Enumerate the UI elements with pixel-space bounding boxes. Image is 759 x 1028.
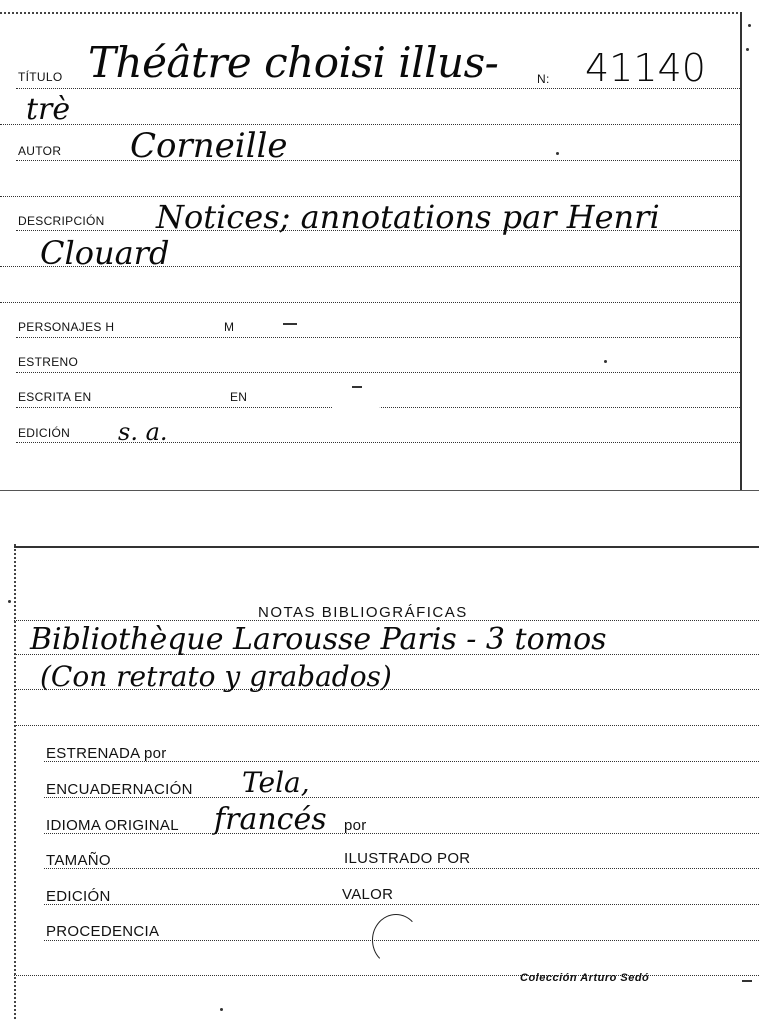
encuadernacion-handwriting: Tela, bbox=[242, 766, 310, 799]
personajes-label: PERSONAJES H bbox=[18, 320, 115, 334]
stray-dot bbox=[8, 600, 11, 603]
card-right-edge bbox=[740, 12, 742, 490]
title-handwriting-line2: trè bbox=[26, 92, 71, 127]
rule-line bbox=[16, 372, 740, 373]
rule-line bbox=[0, 302, 740, 303]
notas-header: NOTAS BIBLIOGRÁFICAS bbox=[258, 604, 468, 621]
tamano-label: TAMAÑO bbox=[46, 852, 111, 869]
rule-line bbox=[14, 725, 759, 726]
estreno-label: ESTRENO bbox=[18, 355, 79, 369]
rule-line bbox=[16, 337, 740, 338]
ilustrado-label: ILUSTRADO POR bbox=[344, 850, 471, 867]
stray-mark bbox=[352, 386, 362, 388]
idioma-handwriting: francés bbox=[214, 802, 327, 837]
descripcion-label: DESCRIPCIÓN bbox=[18, 214, 105, 228]
stray-mark bbox=[283, 323, 297, 325]
idioma-por-label: por bbox=[344, 817, 367, 834]
notes-handwriting-line1: Bibliothèque Larousse Paris - 3 tomos bbox=[30, 622, 607, 657]
rule-line bbox=[44, 904, 759, 905]
notes-handwriting-line2: (Con retrato y grabados) bbox=[40, 660, 392, 693]
stray-dot bbox=[748, 24, 751, 27]
procedencia-label: PROCEDENCIA bbox=[46, 923, 160, 940]
rule-line bbox=[16, 160, 740, 161]
title-handwriting-line1: Théâtre choisi illus- bbox=[88, 38, 499, 87]
edicion-label: EDICIÓN bbox=[18, 426, 71, 440]
stray-dot bbox=[746, 48, 749, 51]
catalog-number: 41140 bbox=[585, 46, 706, 90]
encuadernacion-label: ENCUADERNACIÓN bbox=[46, 781, 193, 798]
titulo-label: TÍTULO bbox=[18, 70, 63, 84]
rule-line bbox=[0, 124, 740, 125]
stray-dot bbox=[220, 1008, 223, 1011]
erasure-mark bbox=[330, 393, 382, 441]
edicion-label: EDICIÓN bbox=[46, 888, 111, 905]
card-top-edge bbox=[14, 546, 759, 548]
stray-arc-mark bbox=[372, 914, 420, 966]
escrita-en-label: EN bbox=[230, 390, 248, 404]
personajes-m-label: M bbox=[224, 320, 235, 334]
edition-handwriting: s. a. bbox=[118, 418, 168, 446]
card-bottom-edge bbox=[0, 490, 759, 491]
escrita-label: ESCRITA EN bbox=[18, 390, 92, 404]
idioma-label: IDIOMA ORIGINAL bbox=[46, 817, 179, 834]
numero-label: N: bbox=[537, 72, 550, 86]
catalog-card-front bbox=[0, 0, 759, 495]
rule-line bbox=[14, 620, 759, 621]
card-top-edge bbox=[0, 12, 742, 14]
stray-dot bbox=[556, 152, 559, 155]
rule-line bbox=[44, 868, 759, 869]
card-left-edge bbox=[14, 544, 16, 1019]
description-handwriting-line1: Notices; annotations par Henri bbox=[156, 198, 660, 236]
author-handwriting: Corneille bbox=[130, 126, 288, 166]
rule-line bbox=[0, 196, 740, 197]
stray-dot bbox=[604, 360, 607, 363]
collection-footer: Colección Arturo Sedó bbox=[520, 972, 650, 984]
valor-label: VALOR bbox=[342, 886, 394, 903]
stray-mark bbox=[742, 980, 752, 982]
catalog-card-back bbox=[0, 520, 759, 1028]
description-handwriting-line2: Clouard bbox=[40, 234, 170, 272]
autor-label: AUTOR bbox=[18, 144, 62, 158]
estrenada-label: ESTRENADA por bbox=[46, 745, 167, 762]
